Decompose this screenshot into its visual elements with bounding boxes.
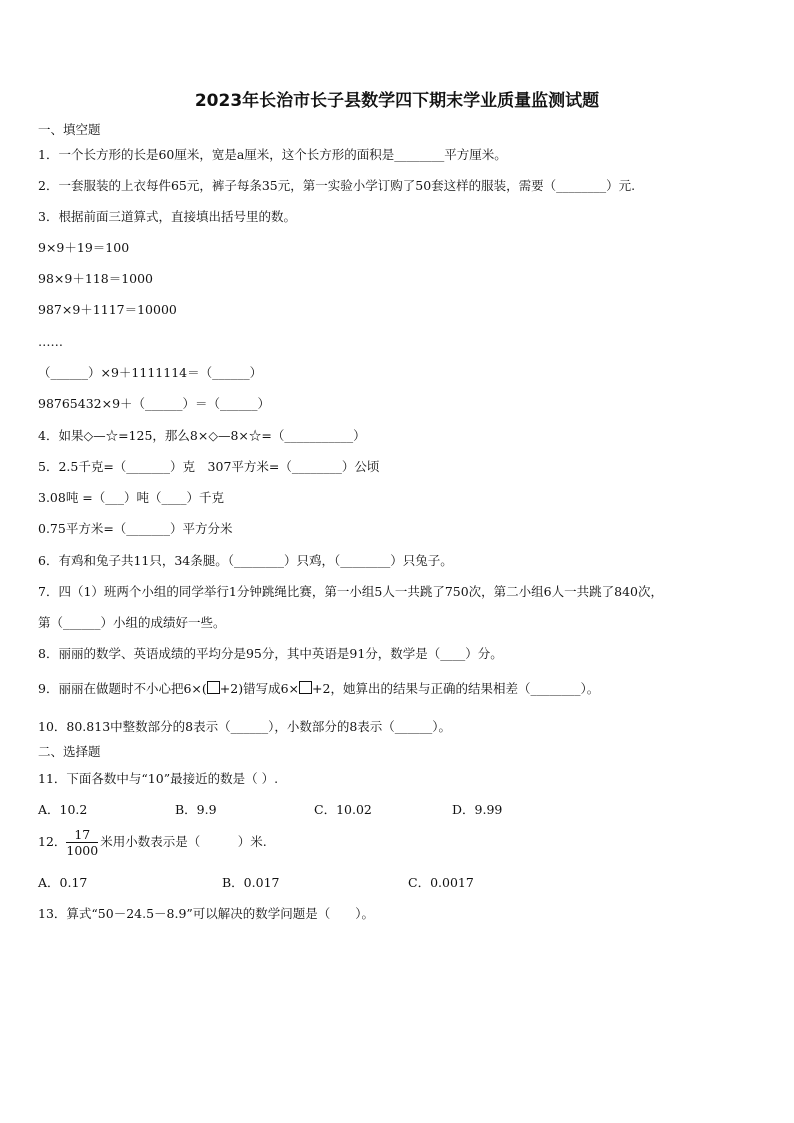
question-9-prefix: 9．丽丽在做题时不小心把 xyxy=(38,681,184,696)
expr-part: +2) xyxy=(219,681,244,696)
q12-option-c: C．0.0017 xyxy=(408,875,474,890)
expr-part: 6× xyxy=(280,681,300,696)
question-12 xyxy=(38,827,267,858)
question-4: 4．如果◇—☆=125，那么8×◇—8×☆=（___________） xyxy=(38,428,366,443)
section-fill-in: 一、填空题 xyxy=(38,122,101,137)
fraction-numerator: 17 xyxy=(66,827,98,843)
expr-part: +2 xyxy=(312,681,331,696)
box-placeholder-icon xyxy=(299,681,312,694)
expr-part: 6×( xyxy=(183,681,207,696)
question-12-prefix: 12． xyxy=(38,834,67,849)
question-3-equation-5: 98765432×9＋（______）＝（______） xyxy=(38,396,271,411)
question-8: 8．丽丽的数学、英语成绩的平均分是95分，其中英语是91分，数学是（____）分。 xyxy=(38,646,503,661)
question-3-equation-1: 9×9＋19＝100 xyxy=(38,240,130,255)
question-7-line-1: 7．四（1）班两个小组的同学举行1分钟跳绳比赛，第一小组5人一共跳了750次，第二小组6人一共跳了840次， xyxy=(38,584,663,599)
question-3-equation-3: 987×9＋1117＝10000 xyxy=(38,302,177,317)
q12-option-b: B．0.017 xyxy=(222,875,280,890)
question-13: 13．算式“50－24.5－8.9”可以解决的数学问题是（ ）。 xyxy=(38,906,375,921)
question-7-line-2: 第（______）小组的成绩好一些。 xyxy=(38,615,226,630)
q12-option-a: A．0.17 xyxy=(38,875,88,890)
question-10: 10．80.813中整数部分的8表示（______），小数部分的8表示（______）。 xyxy=(38,719,452,734)
question-9-expr-wrong xyxy=(281,681,331,696)
question-9-middle: 错写成 xyxy=(243,681,281,696)
question-3-ellipsis: …… xyxy=(38,334,63,349)
q11-option-b: B．9.9 xyxy=(175,802,217,817)
q11-option-a: A．10.2 xyxy=(38,802,88,817)
question-2: 2．一套服装的上衣每件65元，裤子每条35元，第一实验小学订购了50套这样的服装，需要（________）元. xyxy=(38,178,636,193)
question-9-suffix: ，她算出的结果与正确的结果相差（________）。 xyxy=(330,681,600,696)
fraction-denominator: 1000 xyxy=(66,843,99,858)
q11-option-d: D．9.99 xyxy=(452,802,503,817)
q11-option-c: C．10.02 xyxy=(314,802,372,817)
question-3: 3．根据前面三道算式，直接填出括号里的数。 xyxy=(38,209,296,224)
question-3-equation-4: （______）×9＋1111114＝（______） xyxy=(38,365,263,380)
question-1: 1．一个长方形的长是60厘米，宽是a厘米，这个长方形的面积是________平方厘米。 xyxy=(38,147,507,162)
question-11: 11．下面各数中与“10”最接近的数是（ ）. xyxy=(38,771,279,786)
section-choice: 二、选择题 xyxy=(38,744,101,759)
box-placeholder-icon xyxy=(207,681,220,694)
question-5-line-1: 5．2.5千克=（_______）克 307平方米=（________）公顷 xyxy=(38,459,380,474)
question-5-line-2: 3.08吨 =（___）吨（____）千克 xyxy=(38,490,225,505)
fraction xyxy=(66,827,98,858)
question-6: 6．有鸡和兔子共11只，34条腿。（________）只鸡，（________）只兔子。 xyxy=(38,553,453,568)
question-9-expr-correct xyxy=(183,681,243,696)
question-12-suffix: 米用小数表示是（ ）米. xyxy=(100,834,267,849)
question-5-line-3: 0.75平方米=（_______）平方分米 xyxy=(38,521,233,536)
question-3-equation-2: 98×9＋118＝1000 xyxy=(38,271,154,286)
question-9 xyxy=(38,680,599,698)
page-title: 2023年长治市长子县数学四下期末学业质量监测试题 xyxy=(194,91,600,111)
